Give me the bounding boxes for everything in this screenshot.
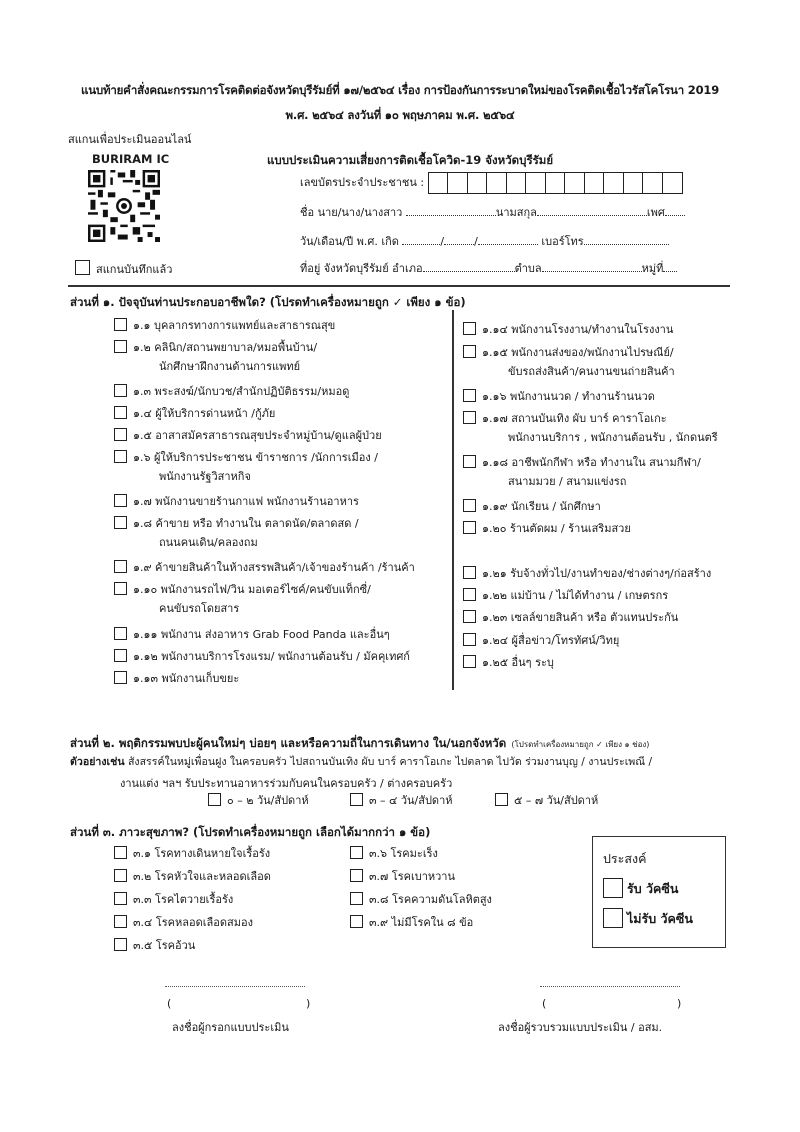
phone-field[interactable]: [584, 234, 669, 245]
occupation-label-continued: ถนนคนเดิน/คลองถม: [159, 536, 258, 549]
occupation-option[interactable]: [114, 516, 359, 531]
id-digit-cell[interactable]: [643, 173, 663, 193]
right-close-paren: ): [677, 997, 682, 1010]
health-condition-checkbox[interactable]: [350, 869, 363, 882]
occupation-checkbox[interactable]: [463, 521, 476, 534]
id-digit-cell[interactable]: [487, 173, 507, 193]
frequency-checkbox[interactable]: [350, 793, 363, 806]
dob-month-field[interactable]: [444, 234, 474, 245]
occupation-checkbox[interactable]: [463, 411, 476, 424]
occupation-label: ๑.๓ พระสงฆ์/นักบวช/สำนักปฏิบัติธรรม/หมอดู: [133, 385, 350, 398]
occupation-checkbox[interactable]: [463, 610, 476, 623]
right-signature-label: ลงชื่อผู้รวบรวมแบบประเมิน / อสม.: [498, 1021, 663, 1034]
occupation-checkbox[interactable]: [114, 516, 127, 529]
decline-vaccine-checkbox[interactable]: [603, 908, 623, 928]
section2-heading-row: [70, 732, 649, 753]
occupation-checkbox[interactable]: [114, 406, 127, 419]
district-field[interactable]: [423, 261, 515, 272]
header-line-1: แนบท้ายคำสั่งคณะกรรมการโรคติดต่อจังหวัดบุรีรัมย์ที่ ๑๗/๒๕๖๔ เรื่อง การป้องกันการระบาดใหม่ของโรคติดเชื้อไวรัสโคโรนา 2019: [80, 83, 719, 97]
health-condition-checkbox[interactable]: [350, 892, 363, 905]
village-label: หมู่ที่: [641, 262, 664, 275]
health-condition-option[interactable]: [114, 892, 233, 907]
occupation-label: ๑.๒๔ ผู้สื่อข่าว/โทรทัศน์/วิทยุ: [482, 634, 620, 647]
occupation-option[interactable]: [463, 389, 655, 404]
occupation-label: ๑.๖ ผู้ให้บริการประชาชน ข้าราชการ /นักการเมือง /: [133, 451, 378, 464]
occupation-checkbox[interactable]: [463, 588, 476, 601]
occupation-option[interactable]: [463, 633, 619, 648]
occupation-option[interactable]: [114, 450, 378, 465]
health-condition-checkbox[interactable]: [350, 846, 363, 859]
decline-vaccine-label: ไม่รับ วัคซีน: [627, 911, 693, 926]
dob-sep-1: /: [440, 235, 445, 248]
frequency-label: ๓ – ๔ วัน/สัปดาห์: [369, 794, 453, 807]
occupation-checkbox[interactable]: [463, 455, 476, 468]
health-condition-option[interactable]: [350, 846, 438, 861]
health-condition-option[interactable]: [114, 938, 195, 953]
id-digit-cell[interactable]: [585, 173, 605, 193]
sex-label: เพศ: [646, 206, 665, 219]
occupation-option[interactable]: [114, 318, 335, 333]
section2-example: [70, 753, 652, 770]
occupation-option[interactable]: [463, 499, 601, 514]
id-digit-cell[interactable]: [546, 173, 566, 193]
occupation-option[interactable]: [463, 566, 711, 581]
occupation-checkbox[interactable]: [114, 494, 127, 507]
occupation-checkbox[interactable]: [463, 322, 476, 335]
name-row: [300, 203, 685, 221]
occupation-label: ๑.๙ ค้าขายสินค้าในห้างสรรพสินค้า/เจ้าของร้านค้า /ร้านค้า: [133, 561, 415, 574]
occupation-label: ๑.๑๔ พนักงานโรงงาน/ทำงานในโรงงาน: [482, 323, 674, 336]
frequency-label: ๐ – ๒ วัน/สัปดาห์: [227, 794, 309, 807]
id-digit-cell[interactable]: [604, 173, 624, 193]
occupation-option[interactable]: [114, 494, 359, 509]
occupation-checkbox[interactable]: [114, 649, 127, 662]
health-condition-option[interactable]: [350, 915, 473, 930]
decline-vaccine-option[interactable]: [603, 908, 693, 929]
dob-label: วัน/เดือน/ปี พ.ศ. เกิด: [300, 235, 399, 248]
occupation-label-continued: ขับรถส่งสินค้า/คนงานขนถ่ายสินค้า: [508, 365, 675, 378]
qr-code-icon[interactable]: [88, 170, 160, 242]
occupation-checkbox[interactable]: [114, 627, 127, 640]
frequency-checkbox[interactable]: [208, 793, 221, 806]
section2-note: (โปรดทำเครื่องหมายถูก ✓ เพียง ๑ ช่อง): [511, 740, 650, 749]
dob-sep-2: /: [474, 235, 478, 248]
left-signature-label: ลงชื่อผู้กรอกแบบประเมิน: [172, 1021, 289, 1034]
dob-day-field[interactable]: [402, 234, 440, 245]
occupation-option[interactable]: [114, 384, 349, 399]
phone-label: เบอร์โทร: [541, 235, 584, 248]
occupation-label: ๑.๑ บุคลากรทางการแพทย์และสาธารณสุข: [133, 319, 336, 332]
section1-heading: ส่วนที่ ๑. ปัจจุบันท่านประกอบอาชีพใด? (โปรดทำเครื่องหมายถูก ✓ เพียง ๑ ข้อ): [70, 295, 466, 309]
frequency-option[interactable]: [208, 793, 309, 808]
occupation-label: ๑.๑๓ พนักงานเก็บขยะ: [133, 672, 240, 685]
accept-vaccine-label: รับ วัคซีน: [627, 881, 679, 896]
occupation-label: ๑.๔ ผู้ให้บริการด่านหน้า /กู้ภัย: [133, 407, 276, 420]
occupation-label: ๑.๒๑ รับจ้างทั่วไป/งานทำของ/ช่างต่างๆ/ก่อสร้าง: [482, 567, 712, 580]
dob-year-field[interactable]: [478, 234, 538, 245]
health-condition-option[interactable]: [114, 846, 270, 861]
frequency-checkbox[interactable]: [495, 793, 508, 806]
occupation-option[interactable]: [463, 455, 701, 470]
occupation-label: ๑.๑๙ นักเรียน / นักศึกษา: [482, 500, 601, 513]
id-digit-cell[interactable]: [507, 173, 527, 193]
scan-caption: สแกนเพื่อประเมินออนไลน์: [68, 133, 192, 146]
occupation-label-continued: นักศึกษาฝึกงานด้านการแพทย์: [159, 360, 301, 373]
frequency-label: ๕ – ๗ วัน/สัปดาห์: [514, 794, 599, 807]
id-digit-cell[interactable]: [429, 173, 449, 193]
surname-label: นามสกุล: [495, 206, 537, 219]
left-signature-line[interactable]: [165, 986, 305, 987]
vaccine-intent-box: [592, 836, 726, 948]
occupation-option[interactable]: [463, 322, 673, 337]
id-digit-cell[interactable]: [468, 173, 488, 193]
occupation-label: ๑.๘ ค้าขาย หรือ ทำงานใน ตลาดนัด/ตลาดสด /: [133, 517, 359, 530]
occupation-label: ๑.๑๖ พนักงานนวด / ทำงานร้านนวด: [482, 390, 655, 403]
left-close-paren: ): [306, 997, 311, 1010]
occupation-option[interactable]: [114, 340, 317, 355]
column-divider: [452, 310, 454, 690]
occupation-checkbox[interactable]: [463, 633, 476, 646]
occupation-checkbox[interactable]: [463, 566, 476, 579]
accept-vaccine-checkbox[interactable]: [603, 878, 623, 898]
example-label: ตัวอย่างเช่น: [70, 756, 125, 768]
occupation-label: ๑.๑๒ พนักงานบริการโรงแรม/ พนักงานต้อนรับ / มัคคุเทศก์: [133, 650, 410, 663]
occupation-option[interactable]: [463, 521, 631, 536]
occupation-label-continued: พนักงานรัฐวิสาหกิจ: [159, 470, 251, 483]
address-label: ที่อยู่ จังหวัดบุรีรัมย์ อำเภอ: [300, 262, 423, 275]
health-condition-option[interactable]: [114, 869, 271, 884]
occupation-option[interactable]: [463, 655, 554, 670]
occupation-checkbox[interactable]: [463, 499, 476, 512]
occupation-option[interactable]: [114, 582, 371, 597]
health-condition-checkbox[interactable]: [114, 938, 127, 951]
occupation-checkbox[interactable]: [114, 582, 127, 595]
id-row: [300, 172, 683, 194]
occupation-option[interactable]: [114, 428, 382, 443]
occupation-label: ๑.๑๗ สถานบันเทิง ผับ บาร์ คาราโอเกะ: [482, 412, 667, 425]
example-text-1: สังสรรค์ในหมู่เพื่อนฝูง ในครอบครัว ไปสถานบันเทิง ผับ บาร์ คาราโอเกะ ไปตลาด ไปวัด ร่วมงานบุญ / งานประเพณี /: [127, 756, 653, 768]
occupation-option[interactable]: [114, 627, 390, 642]
id-number-input[interactable]: [428, 172, 684, 194]
health-condition-checkbox[interactable]: [350, 915, 363, 928]
occupation-option[interactable]: [114, 406, 275, 421]
id-digit-cell[interactable]: [526, 173, 546, 193]
frequency-option[interactable]: [495, 793, 598, 808]
section3-heading: ส่วนที่ ๓. ภาวะสุขภาพ? (โปรดทำเครื่องหมายถูก เลือกได้มากกว่า ๑ ข้อ): [70, 825, 431, 839]
name-field[interactable]: [406, 205, 496, 216]
occupation-option[interactable]: [463, 610, 678, 625]
occupation-checkbox[interactable]: [463, 389, 476, 402]
occupation-label: ๑.๕ อาสาสมัครสาธารณสุขประจำหมู่บ้าน/ดูแลผู้ป่วย: [133, 429, 382, 442]
health-condition-label: ๓.๘ โรคความดันโลหิตสูง: [369, 893, 492, 906]
occupation-checkbox[interactable]: [114, 340, 127, 353]
health-condition-label: ๓.๔ โรคหลอดเลือดสมอง: [133, 916, 253, 929]
occupation-checkbox[interactable]: [114, 318, 127, 331]
address-row: [300, 259, 677, 277]
occupation-option[interactable]: [114, 560, 415, 575]
right-signature-line[interactable]: [540, 986, 680, 987]
occupation-checkbox[interactable]: [114, 671, 127, 684]
divider: [68, 285, 730, 287]
occupation-label: ๑.๒๒ แม่บ้าน / ไม่ได้ทำงาน / เกษตรกร: [482, 589, 669, 602]
occupation-checkbox[interactable]: [463, 345, 476, 358]
health-condition-checkbox[interactable]: [114, 915, 127, 928]
left-open-paren: (: [167, 997, 172, 1010]
subdistrict-field[interactable]: [542, 261, 642, 272]
scanned-checkbox[interactable]: [75, 260, 90, 275]
occupation-label-continued: คนขับรถโดยสาร: [159, 602, 240, 615]
id-digit-cell[interactable]: [624, 173, 644, 193]
health-condition-label: ๓.๓ โรคไตวายเรื้อรัง: [133, 893, 234, 906]
health-condition-label: ๓.๖ โรคมะเร็ง: [369, 847, 438, 860]
surname-field[interactable]: [537, 205, 647, 216]
health-condition-checkbox[interactable]: [114, 892, 127, 905]
frequency-option[interactable]: [350, 793, 453, 808]
intent-title: ประสงค์: [603, 851, 647, 866]
occupation-option[interactable]: [463, 411, 667, 426]
health-condition-label: ๓.๙ ไม่มีโรคใน ๘ ข้อ: [369, 916, 474, 929]
id-digit-cell[interactable]: [663, 173, 683, 193]
header-line-2: พ.ศ. ๒๕๖๔ ลงวันที่ ๑๐ พฤษภาคม พ.ศ. ๒๕๖๔: [285, 108, 515, 122]
health-condition-label: ๓.๗ โรคเบาหวาน: [369, 870, 456, 883]
scanned-label: สแกนบันทึกแล้ว: [96, 263, 173, 276]
health-condition-checkbox[interactable]: [114, 846, 127, 859]
occupation-label-continued: สนามมวย / สนามแข่งรถ: [508, 475, 627, 488]
occupation-label: ๑.๒๓ เซลล์ขายสินค้า หรือ ตัวแทนประกัน: [482, 611, 679, 624]
village-field[interactable]: [663, 261, 677, 272]
subdistrict-label: ตำบล: [514, 262, 542, 275]
form-title: แบบประเมินความเสี่ยงการติดเชื้อโควิด-19 จังหวัดบุรีรัมย์: [267, 153, 554, 167]
occupation-label: ๑.๒๕ อื่นๆ ระบุ: [482, 656, 554, 669]
occupation-option[interactable]: [114, 649, 410, 664]
occupation-checkbox[interactable]: [114, 560, 127, 573]
scanned-checkbox-row[interactable]: [75, 260, 172, 278]
occupation-label: ๑.๒ คลินิก/สถานพยาบาล/หมอพื้นบ้าน/: [133, 341, 318, 354]
example-text-2: งานแต่ง ฯลฯ รับประทานอาหารร่วมกับคนในครอบครัว / ต่างครอบครัว: [120, 777, 453, 790]
occupation-option[interactable]: [463, 588, 668, 603]
occupation-label: ๑.๒๐ ร้านตัดผม / ร้านเสริมสวย: [482, 522, 631, 535]
health-condition-option[interactable]: [350, 892, 492, 907]
health-condition-label: ๓.๒ โรคหัวใจและหลอดเลือด: [133, 870, 271, 883]
right-open-paren: (: [542, 997, 547, 1010]
occupation-label: ๑.๗ พนักงานขายร้านกาแฟ พนักงานร้านอาหาร: [133, 495, 359, 508]
occupation-label: ๑.๑๘ อาชีพนักกีฬา หรือ ทำงานใน สนามกีฬา/: [482, 456, 701, 469]
occupation-option[interactable]: [114, 671, 239, 686]
health-condition-label: ๓.๑ โรคทางเดินหายใจเรื้อรัง: [133, 847, 271, 860]
occupation-checkbox[interactable]: [463, 655, 476, 668]
sex-field[interactable]: [665, 205, 685, 216]
health-condition-label: ๓.๕ โรคอ้วน: [133, 939, 196, 952]
occupation-label-continued: พนักงานบริการ , พนักงานต้อนรับ , นักดนตรี: [508, 431, 718, 444]
occupation-checkbox[interactable]: [114, 428, 127, 441]
dob-row: [300, 232, 669, 250]
occupation-label: ๑.๑๕ พนักงานส่งของ/พนักงานไปรษณีย์/: [482, 346, 674, 359]
id-digit-cell[interactable]: [448, 173, 468, 193]
id-digit-cell[interactable]: [565, 173, 585, 193]
health-condition-option[interactable]: [350, 869, 455, 884]
occupation-checkbox[interactable]: [114, 450, 127, 463]
occupation-checkbox[interactable]: [114, 384, 127, 397]
health-condition-option[interactable]: [114, 915, 253, 930]
name-label: ชื่อ นาย/นาง/นางสาว: [300, 206, 403, 219]
health-condition-checkbox[interactable]: [114, 869, 127, 882]
accept-vaccine-option[interactable]: [603, 878, 678, 899]
occupation-label: ๑.๑๐ พนักงานรถไฟ/วิน มอเตอร์ไซค์/คนขับแท็กซี่/: [133, 583, 371, 596]
qr-title: BURIRAM IC: [92, 152, 170, 166]
occupation-option[interactable]: [463, 345, 674, 360]
section2-heading: ส่วนที่ ๒. พฤติกรรมพบปะผู้คนใหม่ๆ บ่อยๆ และหรือความถี่ในการเดินทาง ใน/นอกจังหวัด: [70, 736, 507, 750]
id-label: เลขบัตรประจำประชาชน :: [300, 176, 425, 189]
occupation-label: ๑.๑๑ พนักงาน ส่งอาหาร Grab Food Panda และอื่นๆ: [133, 628, 390, 641]
